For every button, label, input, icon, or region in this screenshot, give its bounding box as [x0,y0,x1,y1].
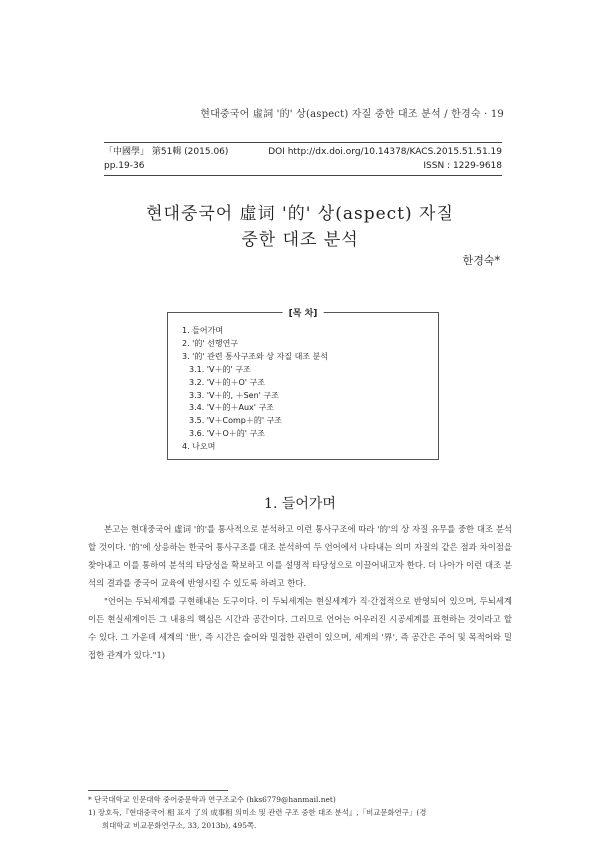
title-line-1: 현대중국어 虛词 '的' 상(aspect) 자질 [146,204,454,224]
toc-subitem[interactable]: 3.3. 'V＋的, ＋Sen' 구조 [189,390,279,400]
issn: ISSN : 1229-9618 [423,161,502,171]
paragraph: "언어는 두뇌세계를 구현해내는 도구이다. 이 두뇌세계는 현실세계가 직·간접적으로 반영되어 있으며, 두뇌세계이든 현실세계이든 그 내용의 핵심은 시간과 공간이다. 그러므로 언어는 어우러진 시공세계를 표현하는 것이라고 할 수 있다. 그 가운데 세계의 '世', 즉 시간은 술어와 밀접한 관련이 있으며, 세계의 '界', 즉 공간은 주어 및 목적어와 밀접한 관계가 있다."1) [88,596,512,660]
footnotes [88,793,512,832]
title-line-2: 중한 대조 분석 [241,230,359,250]
paper-title [0,201,600,253]
toc-item[interactable]: 4. 나오며 [182,442,216,452]
toc-item[interactable]: 1. 들어가며 [182,326,224,335]
toc-subitem[interactable]: 3.6. 'V＋O＋的' 구조 [189,429,265,439]
doi-link[interactable]: DOI http://dx.doi.org/10.14378/KACS.2015.51.51.19 [268,147,502,157]
running-head: 현대중국어 虛詞 '的' 상(aspect) 자질 중한 대조 분석 / 한경숙 · 19 [200,109,504,120]
page-range: pp.19-36 [104,161,145,171]
toc-list [182,325,328,454]
meta-row-1 [104,145,502,159]
footnote-affiliation: * 단국대학교 인문대학 중어중문학과 연구조교수 (hks6779@hanmail.net) [88,795,336,804]
section-heading: 1. 들어가며 [264,496,336,512]
footnote-1: 1) 장호득,『현대중국어 相 표지 了의 成事相 의미소 및 관련 구조 중한 대조 분석』,「비교문화연구」(경 [88,808,427,817]
meta-row-2 [104,159,502,173]
toc-subitem[interactable]: 3.2. 'V＋的＋O' 구조 [189,377,265,387]
author-name: 한경숙* [462,254,500,267]
paragraph: 본고는 현대중국어 虛词 '的'를 통사적으로 분석하고 이런 통사구조에 따라 '的'의 상 자질 유무를 중한 대조 분석할 것이다. '的'에 상응하는 한국어 통사구조를 대조 분석하여 두 언어에서 나타내는 의미 자질의 같은 점과 차이점을 찾아내고 이를 통하여 분석의 타당성을 확보하고 이를 설명적 타당성으로 이끌어내고자 한다. 더 나아가 이런 대조 분석의 결과를 중국어 교육에 반영시킬 수 있도록 하려고 한다. [88,524,512,588]
journal-info: 「中國學」 第51輯 (2015.06) [104,147,229,157]
toc-item[interactable]: 3. '的' 관련 통사구조와 상 자질 대조 분석 [182,351,329,361]
toc-subitem[interactable]: 3.5. 'V＋Comp＋的' 구조 [189,416,283,426]
footnote-divider [88,790,228,791]
toc-heading: [목 차] [283,306,324,319]
toc-item[interactable]: 2. '的' 선행연구 [182,338,239,348]
footnote-1-continued: 희대학교 비교문화연구소, 33, 2013b), 495쪽. [102,821,257,830]
publication-meta [104,142,502,176]
toc-subitem[interactable]: 3.1. 'V＋的' 구조 [189,364,251,374]
body-text [88,520,512,664]
table-of-contents [167,309,439,460]
toc-subitem[interactable]: 3.4. 'V＋的＋Aux' 구조 [189,403,274,413]
